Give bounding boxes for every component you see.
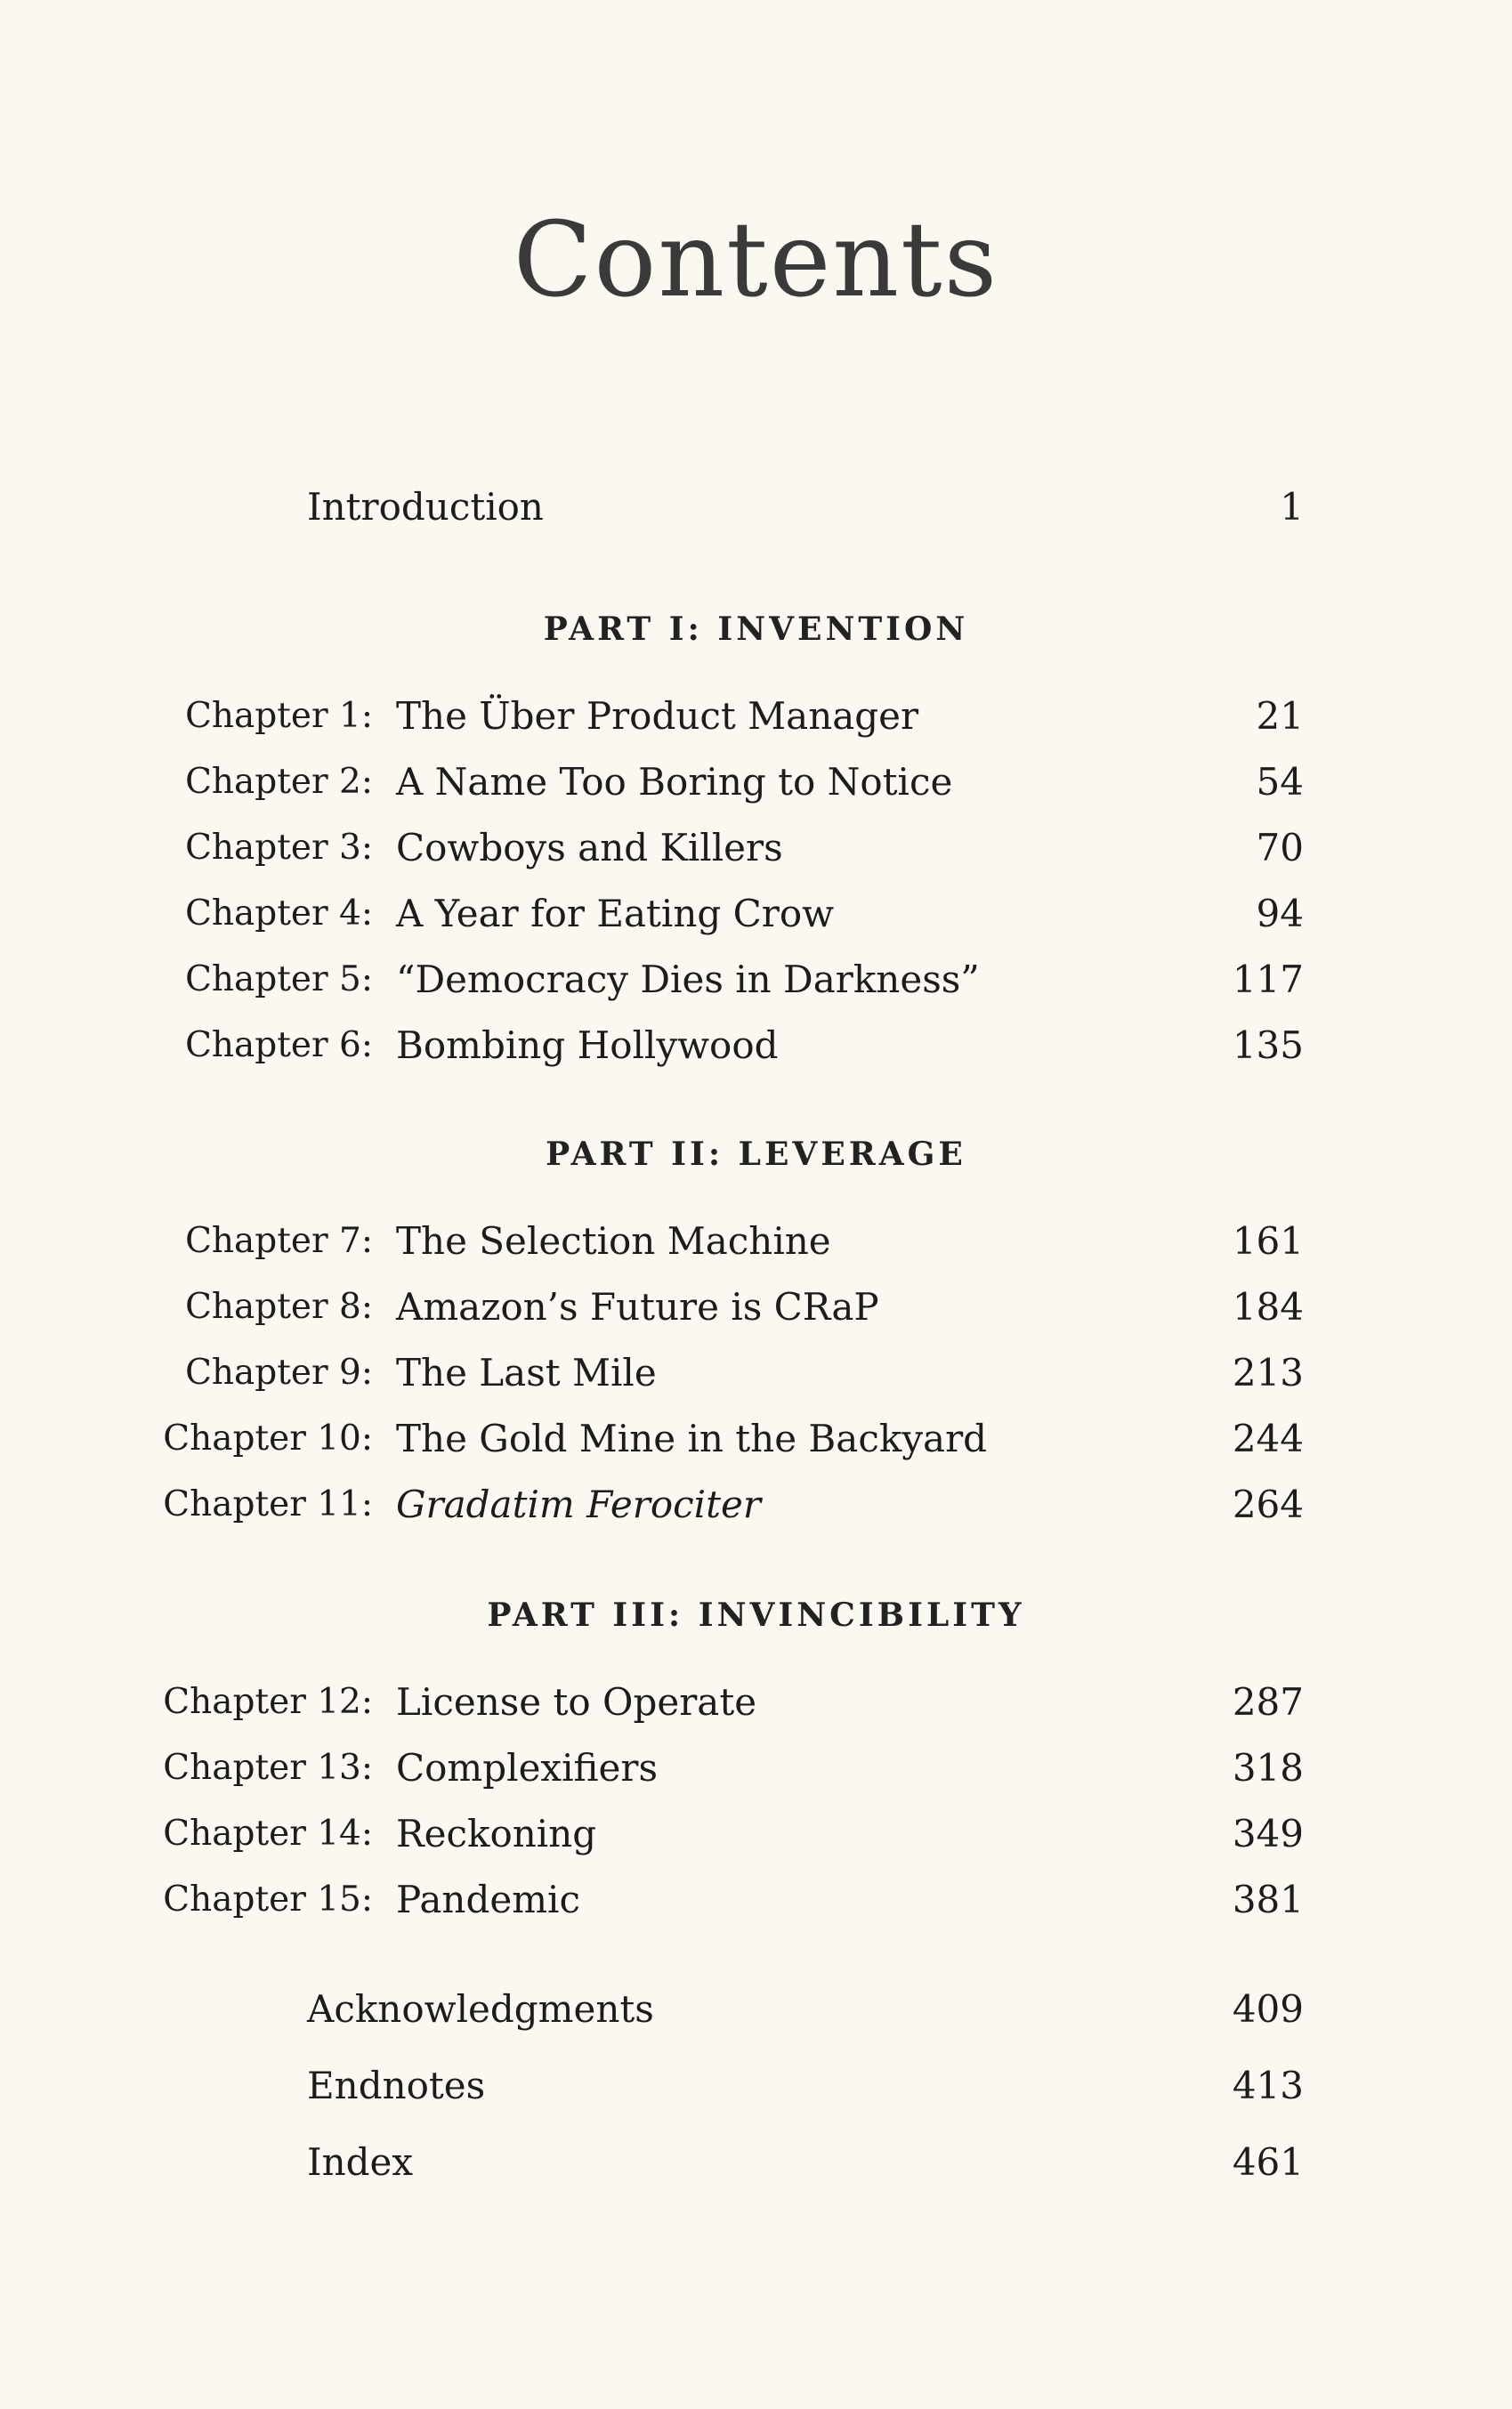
chapter-title: Complexifiers	[396, 1746, 659, 1790]
chapter-label: Chapter 4:	[185, 893, 373, 934]
toc-entry-title: Acknowledgments	[307, 1987, 654, 2031]
toc-entry-index[interactable]	[0, 2136, 1512, 2189]
chapter-title: A Year for Eating Crow	[396, 892, 835, 935]
toc-entry-chapter-13[interactable]	[0, 1742, 1512, 1795]
chapter-title: The Über Product Manager	[396, 694, 919, 738]
toc-entry-chapter-9[interactable]	[0, 1346, 1512, 1400]
part-heading-2: PART II: LEVERAGE	[546, 1136, 966, 1173]
chapter-label: Chapter 15:	[163, 1880, 373, 1920]
toc-entry-chapter-12[interactable]	[0, 1676, 1512, 1729]
chapter-label: Chapter 9:	[185, 1353, 373, 1393]
toc-entry-chapter-1[interactable]	[0, 690, 1512, 743]
chapter-page: 349	[1232, 1812, 1304, 1855]
chapter-page: 213	[1232, 1351, 1304, 1394]
chapter-page: 70	[1256, 826, 1304, 869]
toc-entry-chapter-15[interactable]	[0, 1873, 1512, 1927]
chapter-title: A Name Too Boring to Notice	[396, 760, 953, 804]
chapter-page: 135	[1232, 1023, 1304, 1067]
part-heading-3: PART III: INVINCIBILITY	[487, 1597, 1025, 1634]
toc-entry-page: 1	[1280, 485, 1304, 529]
chapter-title: Cowboys and Killers	[396, 826, 783, 869]
chapter-page: 161	[1232, 1219, 1304, 1263]
chapter-label: Chapter 7:	[185, 1221, 373, 1261]
toc-entry-page: 461	[1232, 2140, 1304, 2184]
chapter-title: The Gold Mine in the Backyard	[396, 1417, 988, 1460]
chapter-title: “Democracy Dies in Darkness”	[396, 958, 980, 1001]
chapter-label: Chapter 13:	[163, 1748, 373, 1788]
chapter-title: Gradatim Ferociter	[396, 1483, 761, 1526]
toc-entry-chapter-14[interactable]	[0, 1807, 1512, 1861]
chapter-title: Amazon’s Future is CRaP	[396, 1285, 879, 1329]
chapter-title: The Selection Machine	[396, 1219, 831, 1263]
toc-entry-title: Introduction	[307, 485, 544, 529]
chapter-page: 244	[1232, 1417, 1304, 1460]
chapter-label: Chapter 8:	[185, 1287, 373, 1327]
chapter-page: 117	[1232, 958, 1304, 1001]
chapter-page: 287	[1232, 1680, 1304, 1724]
chapter-title: License to Operate	[396, 1680, 757, 1724]
toc-entry-acknowledgments[interactable]	[0, 1983, 1512, 2036]
toc-entry-chapter-5[interactable]	[0, 953, 1512, 1006]
chapter-page: 318	[1232, 1746, 1304, 1790]
toc-entry-endnotes[interactable]	[0, 2059, 1512, 2113]
toc-entry-chapter-7[interactable]	[0, 1215, 1512, 1268]
chapter-label: Chapter 10:	[163, 1419, 373, 1459]
chapter-label: Chapter 14:	[163, 1814, 373, 1854]
chapter-label: Chapter 5:	[185, 959, 373, 999]
chapter-page: 54	[1256, 760, 1304, 804]
chapter-page: 264	[1232, 1483, 1304, 1526]
chapter-title: Bombing Hollywood	[396, 1023, 779, 1067]
part-heading-1: PART I: INVENTION	[543, 610, 969, 648]
toc-entry-title: Index	[307, 2140, 414, 2184]
chapter-label: Chapter 2:	[185, 762, 373, 802]
chapter-label: Chapter 6:	[185, 1025, 373, 1065]
chapter-title: Pandemic	[396, 1878, 580, 1921]
chapter-page: 184	[1232, 1285, 1304, 1329]
chapter-page: 21	[1256, 694, 1304, 738]
toc-entry-chapter-8[interactable]	[0, 1281, 1512, 1334]
toc-entry-chapter-10[interactable]	[0, 1412, 1512, 1466]
toc-entry-title: Endnotes	[307, 2064, 486, 2107]
page-title: Contents	[513, 200, 999, 320]
chapter-page: 381	[1232, 1878, 1304, 1921]
chapter-title: The Last Mile	[396, 1351, 657, 1394]
chapter-label: Chapter 3:	[185, 828, 373, 868]
toc-entry-chapter-4[interactable]	[0, 887, 1512, 941]
toc-entry-chapter-11[interactable]	[0, 1478, 1512, 1532]
chapter-label: Chapter 11:	[163, 1484, 373, 1524]
toc-entry-introduction[interactable]	[0, 481, 1512, 534]
toc-entry-chapter-2[interactable]	[0, 756, 1512, 809]
chapter-page: 94	[1256, 892, 1304, 935]
chapter-label: Chapter 1:	[185, 696, 373, 736]
toc-entry-page: 413	[1232, 2064, 1304, 2107]
toc-entry-page: 409	[1232, 1987, 1304, 2031]
chapter-title: Reckoning	[396, 1812, 597, 1855]
toc-entry-chapter-6[interactable]	[0, 1019, 1512, 1072]
chapter-label: Chapter 12:	[163, 1682, 373, 1722]
toc-entry-chapter-3[interactable]	[0, 821, 1512, 875]
